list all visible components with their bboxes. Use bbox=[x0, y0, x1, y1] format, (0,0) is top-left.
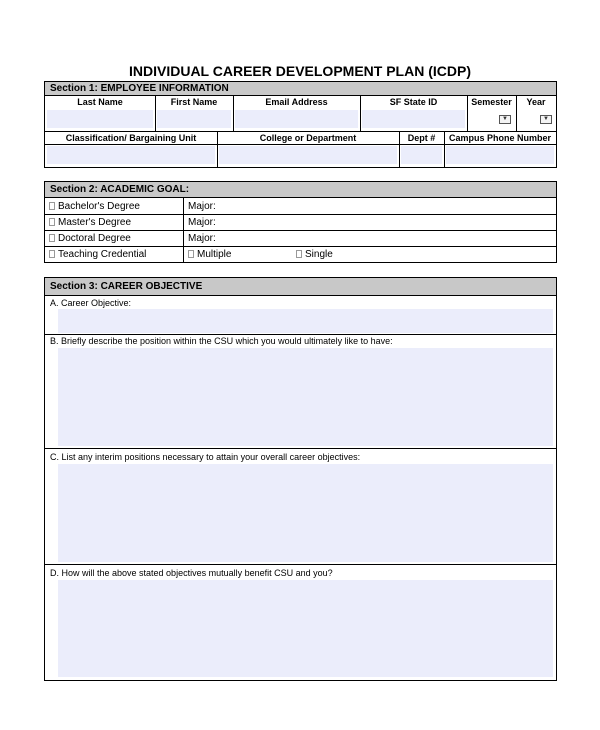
year-select[interactable] bbox=[518, 110, 554, 128]
ultimate-position-field[interactable] bbox=[58, 348, 553, 446]
campus-phone-field[interactable] bbox=[446, 146, 554, 164]
checkbox-icon[interactable] bbox=[296, 250, 302, 258]
divider bbox=[45, 448, 556, 449]
divider bbox=[516, 96, 517, 131]
checkbox-icon[interactable] bbox=[49, 234, 55, 242]
degree-option-bachelors[interactable]: Bachelor's Degree bbox=[49, 201, 140, 212]
section-2-heading: Section 2: ACADEMIC GOAL: bbox=[45, 182, 556, 198]
credential-multiple-option[interactable]: Multiple bbox=[188, 249, 231, 260]
semester-select[interactable] bbox=[469, 110, 514, 128]
divider bbox=[45, 214, 556, 215]
credential-single-option[interactable]: Single bbox=[296, 249, 333, 260]
checkbox-icon[interactable] bbox=[49, 202, 55, 210]
major-label: Major: bbox=[188, 217, 216, 228]
career-objective-field[interactable] bbox=[58, 309, 553, 333]
divider bbox=[467, 96, 468, 131]
header-campus-phone: Campus Phone Number bbox=[448, 133, 551, 143]
divider bbox=[45, 131, 556, 132]
divider bbox=[155, 96, 156, 131]
college-department-field[interactable] bbox=[219, 146, 397, 164]
checkbox-icon[interactable] bbox=[188, 250, 194, 258]
question-b-ultimate-position: B. Briefly describe the position within the CSU which you would ultimately like to have: bbox=[50, 336, 393, 346]
divider bbox=[217, 131, 218, 167]
degree-option-masters[interactable]: Master's Degree bbox=[49, 217, 131, 228]
checkbox-icon[interactable] bbox=[49, 218, 55, 226]
classification-field[interactable] bbox=[47, 146, 215, 164]
section-3-heading: Section 3: CAREER OBJECTIVE bbox=[45, 278, 556, 296]
divider bbox=[233, 96, 234, 131]
mutual-benefit-field[interactable] bbox=[58, 580, 553, 677]
section-1-heading: Section 1: EMPLOYEE INFORMATION bbox=[45, 82, 556, 96]
interim-positions-field[interactable] bbox=[58, 464, 553, 562]
header-sf-state-id: SF State ID bbox=[389, 97, 438, 107]
section-academic-goal bbox=[44, 181, 557, 263]
divider bbox=[45, 564, 556, 565]
header-last-name: Last Name bbox=[77, 97, 123, 107]
question-d-mutual-benefit: D. How will the above stated objectives mutually benefit CSU and you? bbox=[50, 568, 333, 578]
year-dropdown-arrow-icon[interactable]: ▼ bbox=[540, 115, 552, 124]
question-a-career-objective: A. Career Objective: bbox=[50, 298, 132, 308]
degree-option-teaching-credential[interactable]: Teaching Credential bbox=[49, 249, 146, 260]
last-name-field[interactable] bbox=[47, 110, 153, 128]
form-title: INDIVIDUAL CAREER DEVELOPMENT PLAN (ICDP) bbox=[129, 63, 471, 79]
section-employee-information bbox=[44, 81, 557, 168]
divider bbox=[360, 96, 361, 131]
first-name-field[interactable] bbox=[157, 110, 231, 128]
header-year: Year bbox=[526, 97, 546, 107]
semester-dropdown-arrow-icon[interactable]: ▼ bbox=[499, 115, 511, 124]
degree-option-doctoral[interactable]: Doctoral Degree bbox=[49, 233, 131, 244]
major-label: Major: bbox=[188, 233, 216, 244]
divider bbox=[399, 131, 400, 167]
header-semester: Semester bbox=[471, 97, 512, 107]
question-c-interim-positions: C. List any interim positions necessary to attain your overall career objectives: bbox=[50, 452, 361, 462]
divider bbox=[45, 334, 556, 335]
header-college-department: College or Department bbox=[259, 133, 357, 143]
email-address-field[interactable] bbox=[235, 110, 358, 128]
divider bbox=[45, 230, 556, 231]
header-dept-number: Dept # bbox=[407, 133, 436, 143]
header-first-name: First Name bbox=[170, 97, 218, 107]
divider bbox=[45, 246, 556, 247]
header-email-address: Email Address bbox=[265, 97, 328, 107]
header-classification: Classification/ Bargaining Unit bbox=[65, 133, 197, 143]
major-label: Major: bbox=[188, 201, 216, 212]
divider bbox=[444, 131, 445, 167]
section-career-objective bbox=[44, 277, 557, 681]
divider bbox=[45, 144, 556, 145]
sf-state-id-field[interactable] bbox=[362, 110, 465, 128]
checkbox-icon[interactable] bbox=[49, 250, 55, 258]
dept-number-field[interactable] bbox=[401, 146, 442, 164]
